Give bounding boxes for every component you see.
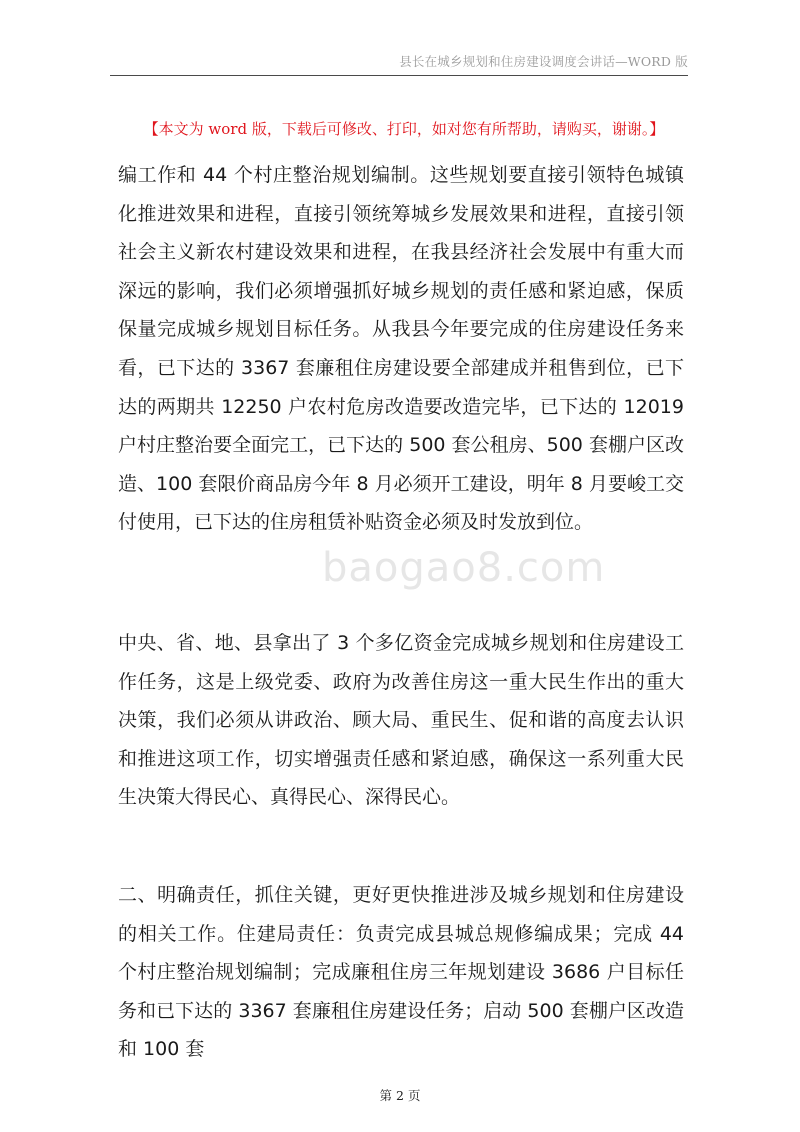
header-divider xyxy=(110,75,688,76)
paragraph-1: 编工作和 44 个村庄整治规划编制。这些规划要直接引领特色城镇化推进效果和进程，直接引领统筹城乡发展效果和进程，直接引领社会主义新农村建设效果和进程，在我县经济社会发展中有重大而深远的影响，我们必须增强抓好城乡规划的责任感和紧迫感，保质保量完成城乡规划目标任务。从我县今年要完成的住房建设任务来看，已下达的 3367 套廉租住房建设要全部建成并租售到位，已下达的两期共 12250 户农村危房改造要改造完毕，已下达的 12019 户村庄整治要全面完工，已下达的 500 套公租房、500 套棚户区改造、100 套限价商品房今年 8 月必须开工建设，明年 8 月要峻工交付使用，已下达的住房租赁补贴资金必须及时发放到位。 xyxy=(118,164,684,534)
paragraph-3: 二、明确责任，抓住关键，更好更快推进涉及城乡规划和住房建设的相关工作。住建局责任：负责完成县城总规修编成果；完成 44 个村庄整治规划编制；完成廉租住房三年规划建设 3686 户目标任务和已下达的 3367 套廉租住房建设任务；启动 500 套棚户区改造和 100 套 xyxy=(118,884,684,1061)
page-number: 第 2 页 xyxy=(379,1088,421,1103)
document-header-title: 县长在城乡规划和住房建设调度会讲话—WORD 版 xyxy=(399,54,688,69)
paragraph-2: 中央、省、地、县拿出了 3 个多亿资金完成城乡规划和住房建设工作任务，这是上级党委、政府为改善住房这一重大民生作出的重大决策，我们必须从讲政治、顾大局、重民生、促和谐的高度去认识和推进这项工作，切实增强责任感和紧迫感，确保这一系列重大民生决策大得民心、真得民心、深得民心。 xyxy=(118,632,684,809)
download-notice: 【本文为 word 版，下载后可修改、打印，如对您有所帮助，请购买，谢谢。】 xyxy=(143,120,665,138)
watermark: baogao8.com xyxy=(322,545,606,591)
